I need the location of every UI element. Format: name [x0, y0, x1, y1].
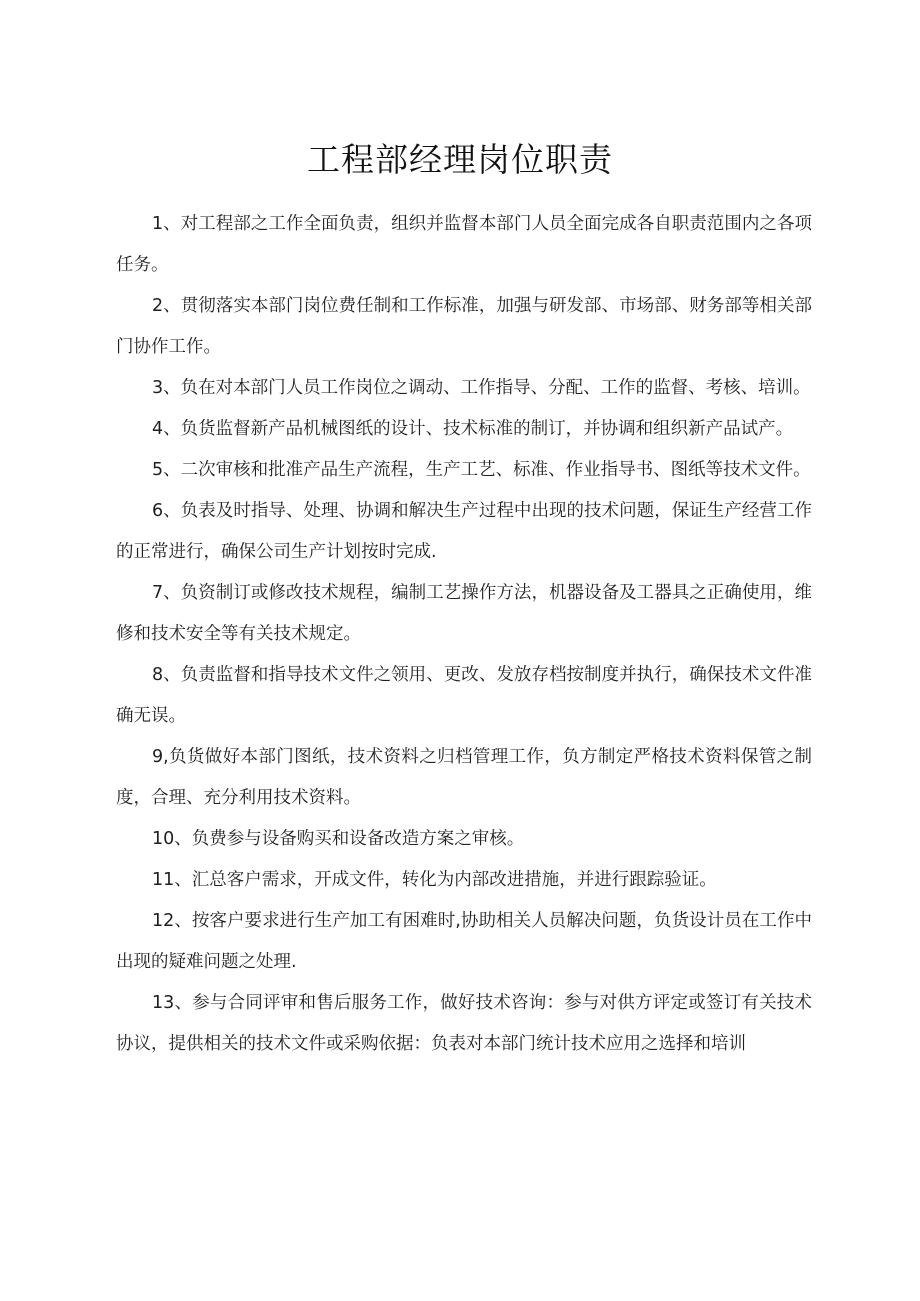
duty-item-8: 8、负责监督和指导技术文件之领用、更改、发放存档按制度并执行，确保技术文件准确无误。 — [116, 665, 812, 726]
duty-item-13: 13、参与合同评审和售后服务工作，做好技术咨询：参与对供方评定或签订有关技术协议，提供相关的技术文件或采购依据：负表对本部门统计技术应用之选择和培训 — [116, 993, 812, 1054]
duty-item-11: 11、汇总客户需求，开成文件，转化为内部改进措施，并进行跟踪验证。 — [152, 870, 717, 890]
duty-item-9: 9,负货做好本部门图纸，技术资料之归档管理工作，负方制定严格技术资料保管之制度，合理、充分利用技术资料。 — [116, 747, 812, 808]
page-title: 工程部经理岗位职责 — [307, 140, 613, 179]
duty-item-5: 5、二次审核和批准产品生产流程，生产工艺、标准、作业指导书、图纸等技术文件。 — [152, 460, 811, 480]
duty-item-1: 1、对工程部之工作全面负责，组织并监督本部门人员全面完成各自职责范围内之各项任务。 — [116, 214, 812, 275]
duty-item-2: 2、贯彻落实本部门岗位费任制和工作标准，加强与研发部、市场部、财务部等相关部门协作工作。 — [116, 296, 812, 357]
duty-item-12: 12、按客户要求进行生产加工有困难时,协助相关人员解决问题，负货设计员在工作中出现的疑难问题之处理. — [116, 911, 812, 972]
document-body — [116, 204, 812, 1065]
duty-item-6: 6、负表及时指导、处理、协调和解决生产过程中出现的技术问题，保证生产经营工作的正常进行，确保公司生产计划按时完成. — [116, 501, 812, 562]
duty-item-10: 10、负费参与设备购买和设备改造方案之审核。 — [152, 829, 525, 849]
duty-item-7: 7、负资制订或修改技术规程，编制工艺操作方法，机器设备及工器具之正确使用，维修和技术安全等有关技术规定。 — [116, 583, 812, 644]
duty-item-4: 4、负货监督新产品机械图纸的设计、技术标准的制订，并协调和组织新产品试产。 — [152, 419, 794, 439]
duty-item-3: 3、负在对本部门人员工作岗位之调动、工作指导、分配、工作的监督、考核、培训。 — [152, 378, 811, 398]
